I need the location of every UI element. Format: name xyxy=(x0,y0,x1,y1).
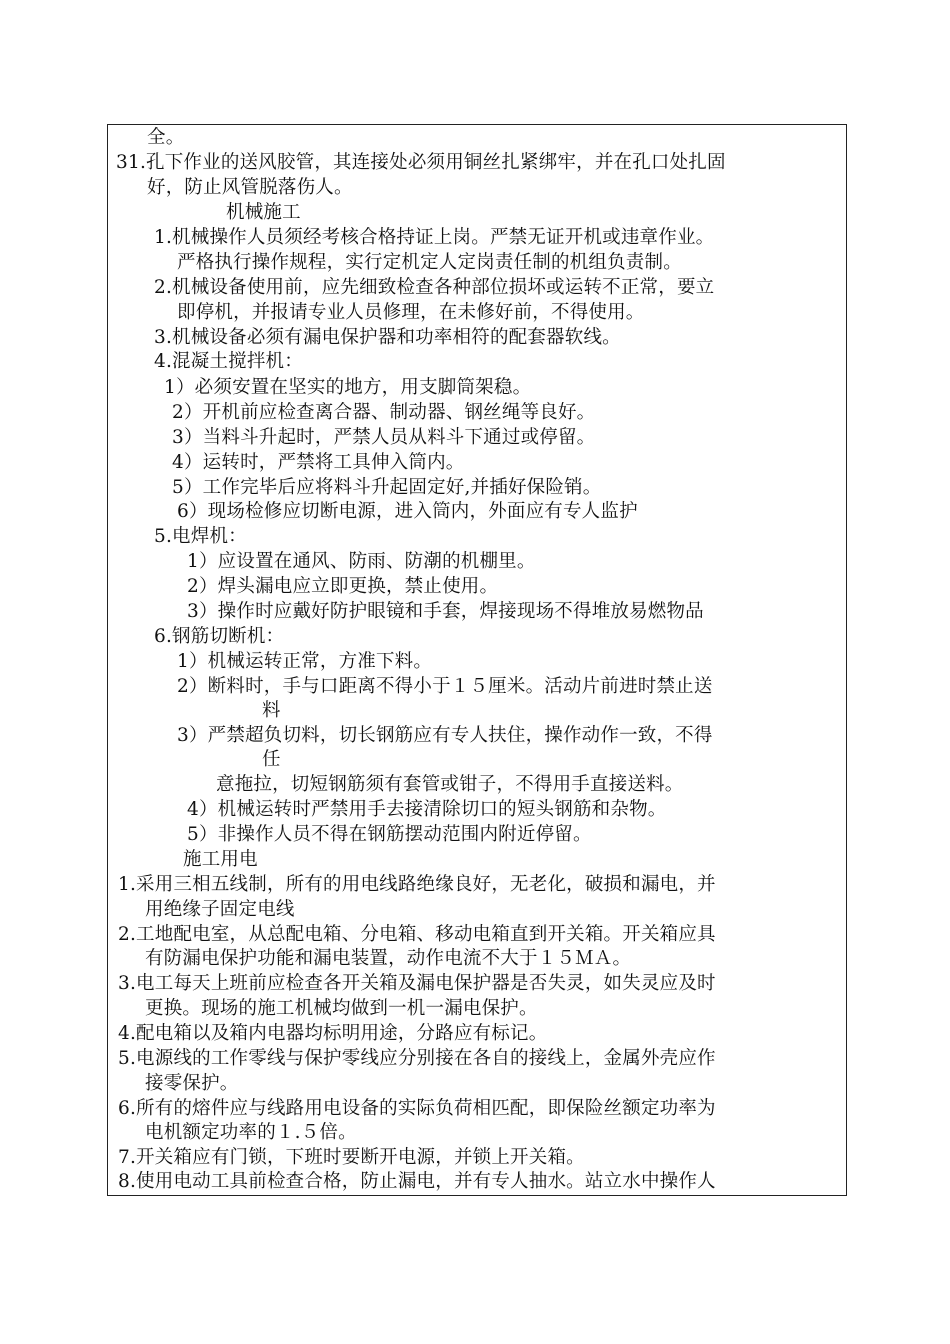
text-line: 3）严禁超负切料，切长钢筋应有专人扶住，操作动作一致，不得 xyxy=(177,725,713,746)
text-line: 1.采用三相五线制，所有的用电线路绝缘良好，无老化，破损和漏电，并 xyxy=(118,874,716,895)
text-line: 3）当料斗升起时，严禁人员从料斗下通过或停留。 xyxy=(172,427,596,448)
text-line: 1）应设置在通风、防雨、防潮的机棚里。 xyxy=(187,551,536,572)
text-line: 即停机，并报请专业人员修理，在未修好前，不得使用。 xyxy=(177,302,645,323)
text-line: 料 xyxy=(262,700,281,721)
section-heading: 机械施工 xyxy=(226,202,301,223)
text-line: 2.工地配电室，从总配电箱、分电箱、移动电箱直到开关箱。开关箱应具 xyxy=(118,924,716,945)
text-line: 4）机械运转时严禁用手去接清除切口的短头钢筋和杂物。 xyxy=(187,799,667,820)
text-line: 5.电源线的工作零线与保护零线应分别接在各自的接线上，金属外壳应作 xyxy=(118,1048,716,1069)
text-line: 用绝缘子固定电线 xyxy=(145,899,295,920)
text-line: 好，防止风管脱落伤人。 xyxy=(147,177,353,198)
text-line: 4.配电箱以及箱内电器均标明用途，分路应有标记。 xyxy=(118,1023,548,1044)
text-line: 6.钢筋切断机： xyxy=(154,626,285,647)
text-line: 更换。现场的施工机械均做到一机一漏电保护。 xyxy=(145,998,538,1019)
text-line: 7.开关箱应有门锁，下班时要断开电源，并锁上开关箱。 xyxy=(118,1147,585,1168)
text-line: 3）操作时应戴好防护眼镜和手套，焊接现场不得堆放易燃物品 xyxy=(187,601,704,622)
text-line: 电机额定功率的１.５倍。 xyxy=(145,1122,357,1143)
text-line: 接零保护。 xyxy=(145,1073,239,1094)
text-line: 5.电焊机： xyxy=(154,526,247,547)
text-line: 1）必须安置在坚实的地方，用支脚筒架稳。 xyxy=(164,377,532,398)
text-line: 8.使用电动工具前检查合格，防止漏电，并有专人抽水。站立水中操作人 xyxy=(118,1171,716,1192)
text-line: 6）现场检修应切断电源，进入筒内，外面应有专人监护 xyxy=(177,501,638,522)
text-line: 5）工作完毕后应将料斗升起固定好,并插好保险销。 xyxy=(172,477,602,498)
text-line: 有防漏电保护功能和漏电装置，动作电流不大于１５ＭＡ。 xyxy=(145,948,632,969)
text-line: 4.混凝土搅拌机： xyxy=(154,351,303,372)
text-line: 1）机械运转正常，方准下料。 xyxy=(177,651,433,672)
text-line: 2）焊头漏电应立即更换，禁止使用。 xyxy=(187,576,499,597)
text-line: 31.孔下作业的送风胶管，其连接处必须用铜丝扎紧绑牢，并在孔口处扎固 xyxy=(116,152,726,173)
text-line: 3.电工每天上班前应检查各开关箱及漏电保护器是否失灵，如失灵应及时 xyxy=(118,973,716,994)
text-line: 意拖拉，切短钢筋须有套管或钳子，不得用手直接送料。 xyxy=(216,774,684,795)
text-line: 全。 xyxy=(147,127,185,148)
text-line: 严格执行操作规程，实行定机定人定岗责任制的机组负责制。 xyxy=(177,252,682,273)
text-line: 6.所有的熔件应与线路用电设备的实际负荷相匹配，即保险丝额定功率为 xyxy=(118,1098,716,1119)
text-line: 2.机械设备使用前，应先细致检查各种部位损坏或运转不正常，要立 xyxy=(154,277,715,298)
text-line: 4）运转时，严禁将工具伸入筒内。 xyxy=(172,452,465,473)
text-line: 3.机械设备必须有漏电保护器和功率相符的配套器软线。 xyxy=(154,327,621,348)
text-line: 1.机械操作人员须经考核合格持证上岗。严禁无证开机或违章作业。 xyxy=(154,227,715,248)
text-line: 2）断料时，手与口距离不得小于１５厘米。活动片前进时禁止送 xyxy=(177,676,713,697)
section-heading: 施工用电 xyxy=(183,849,258,870)
text-line: 5）非操作人员不得在钢筋摆动范围内附近停留。 xyxy=(187,824,592,845)
text-line: 任 xyxy=(262,749,281,770)
text-line: 2）开机前应检查离合器、制动器、钢丝绳等良好。 xyxy=(172,402,596,423)
